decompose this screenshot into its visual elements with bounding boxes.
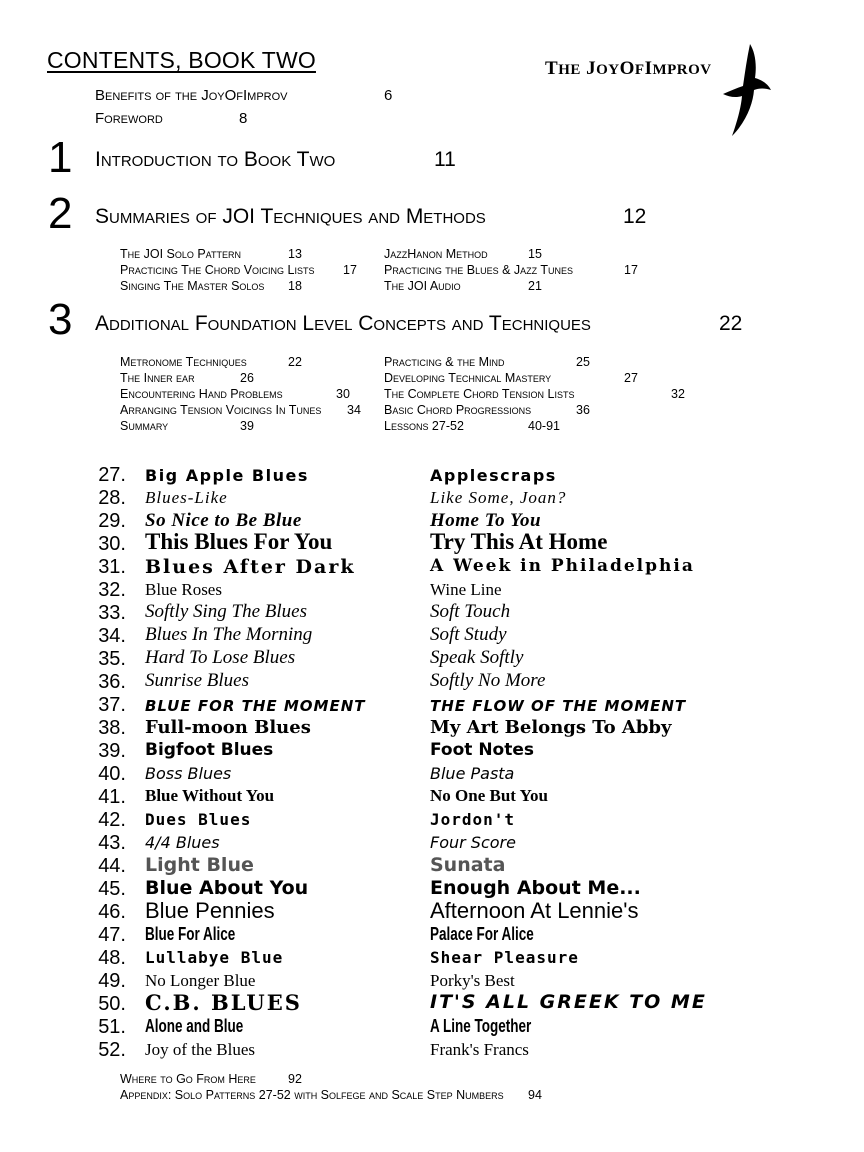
lesson-title-left[interactable]: Bigfoot Blues bbox=[145, 740, 274, 760]
lesson-title-right[interactable]: Four Score bbox=[430, 833, 516, 852]
lesson-title-right[interactable]: A Week in Philadelphia bbox=[430, 556, 695, 576]
back-matter-label[interactable]: Appendix: Solo Patterns 27-52 with Solfege and Scale Step Numbers bbox=[120, 1088, 504, 1102]
lesson-number: 40. bbox=[98, 763, 126, 785]
toc-entry-label: Foreword bbox=[95, 110, 163, 127]
lesson-title-left[interactable]: Softly Sing The Blues bbox=[145, 601, 308, 622]
lesson-title-left[interactable]: This Blues For You bbox=[145, 529, 333, 554]
lesson-number: 50. bbox=[98, 993, 126, 1015]
section-page-number: 22 bbox=[719, 312, 743, 335]
section-title-additional[interactable]: Additional Foundation Level Concepts and Techniques bbox=[95, 312, 591, 335]
subentry-page: 32 bbox=[671, 387, 685, 401]
lesson-title-right[interactable]: Home To You bbox=[430, 510, 542, 531]
lesson-title-left[interactable]: Blues After Dark bbox=[145, 556, 356, 578]
lesson-title-left[interactable]: Hard To Lose Blues bbox=[145, 647, 296, 668]
lesson-title-left[interactable]: Alone and Blue bbox=[145, 1016, 244, 1036]
lesson-number: 45. bbox=[98, 878, 126, 900]
lesson-number: 51. bbox=[98, 1016, 126, 1038]
lesson-title-right[interactable]: Wine Line bbox=[430, 580, 502, 599]
lesson-number: 29. bbox=[98, 510, 126, 532]
lesson-title-right[interactable]: Softly No More bbox=[430, 670, 546, 691]
subentry-page: 26 bbox=[240, 371, 254, 385]
brand-logo-text bbox=[545, 58, 712, 80]
section-number: 3 bbox=[48, 295, 73, 344]
subentry-page: 25 bbox=[576, 355, 590, 369]
lesson-number: 27. bbox=[98, 464, 126, 486]
lesson-number: 48. bbox=[98, 947, 126, 969]
lesson-title-right[interactable]: My Art Belongs To Abby bbox=[430, 717, 672, 738]
lesson-title-left[interactable]: Blue Roses bbox=[145, 580, 222, 599]
lesson-number: 32. bbox=[98, 579, 126, 601]
subentry-page: 15 bbox=[528, 247, 542, 261]
lesson-number: 47. bbox=[98, 924, 126, 946]
lesson-title-right[interactable]: A Line Together bbox=[430, 1016, 532, 1036]
subentry-page: 18 bbox=[288, 279, 302, 293]
subentry-label[interactable]: Developing Technical Mastery bbox=[384, 371, 552, 385]
toc-entry-benefits[interactable] bbox=[95, 87, 288, 104]
subentry-label[interactable]: The JOI Audio bbox=[384, 279, 461, 293]
lesson-number: 30. bbox=[98, 533, 126, 555]
subentry-page: 27 bbox=[624, 371, 638, 385]
lesson-number: 49. bbox=[98, 970, 126, 992]
section-title-introduction[interactable]: Introduction to Book Two bbox=[95, 148, 336, 171]
lesson-number: 42. bbox=[98, 809, 126, 831]
lesson-title-right[interactable]: Porky's Best bbox=[430, 971, 515, 990]
lesson-title-left[interactable]: C.B. BLUES bbox=[145, 990, 302, 1015]
lesson-title-left[interactable]: Full-moon Blues bbox=[145, 717, 311, 738]
lesson-number: 37. bbox=[98, 694, 126, 716]
section-page-number: 12 bbox=[623, 205, 647, 228]
lesson-title-left[interactable]: Blue Without You bbox=[145, 786, 275, 805]
lesson-title-right[interactable]: Try This At Home bbox=[430, 529, 608, 554]
back-matter-page: 94 bbox=[528, 1088, 542, 1102]
subentry-label[interactable]: Metronome Techniques bbox=[120, 355, 247, 369]
lesson-title-left[interactable]: 4/4 Blues bbox=[145, 833, 220, 852]
lesson-title-right[interactable]: IT'S ALL GREEK TO ME bbox=[430, 991, 707, 1013]
lesson-title-left[interactable]: Blue Pennies bbox=[145, 898, 275, 923]
subentry-page: 34 bbox=[347, 403, 361, 417]
lesson-number: 46. bbox=[98, 901, 126, 923]
subentry-label[interactable]: JazzHanon Method bbox=[384, 247, 488, 261]
lesson-title-left[interactable]: Lullabye Blue bbox=[145, 948, 284, 967]
subentry-label[interactable]: Encountering Hand Problems bbox=[120, 387, 283, 401]
subentry-label[interactable]: Practicing & the Mind bbox=[384, 355, 505, 369]
lesson-title-left[interactable]: Boss Blues bbox=[145, 764, 232, 783]
subentry-label[interactable]: The JOI Solo Pattern bbox=[120, 247, 242, 261]
lesson-number: 35. bbox=[98, 648, 126, 670]
toc-page-number: 6 bbox=[384, 87, 393, 104]
subentry-page: 17 bbox=[343, 263, 357, 277]
lesson-title-left[interactable]: Joy of the Blues bbox=[145, 1040, 256, 1059]
subentry-page: 39 bbox=[240, 419, 254, 433]
lesson-number: 38. bbox=[98, 717, 126, 739]
lesson-title-left[interactable]: Blues-Like bbox=[145, 488, 228, 507]
subentry-page: 22 bbox=[288, 355, 302, 369]
lesson-title-right[interactable]: Soft Study bbox=[430, 624, 507, 645]
lesson-title-right[interactable]: Like Some, Joan? bbox=[430, 488, 567, 507]
lesson-number: 34. bbox=[98, 625, 126, 647]
lesson-number: 41. bbox=[98, 786, 126, 808]
lesson-number: 36. bbox=[98, 671, 126, 693]
lesson-title-right[interactable]: Applescraps bbox=[430, 466, 557, 485]
lesson-title-right[interactable]: Palace For Alice bbox=[430, 924, 534, 944]
lesson-title-right[interactable]: Jordon't bbox=[430, 810, 516, 829]
subentry-label[interactable]: Practicing the Blues & Jazz Tunes bbox=[384, 263, 574, 277]
lesson-number: 44. bbox=[98, 855, 126, 877]
subentry-page: 17 bbox=[624, 263, 638, 277]
back-matter-label[interactable]: Where to Go From Here bbox=[120, 1072, 256, 1086]
lesson-title-left[interactable]: No Longer Blue bbox=[145, 971, 256, 990]
back-matter-page: 92 bbox=[288, 1072, 302, 1086]
subentry-label[interactable]: The Complete Chord Tension Lists bbox=[384, 387, 575, 401]
lesson-title-right[interactable]: Speak Softly bbox=[430, 647, 524, 668]
lesson-title-left[interactable]: Blue About You bbox=[145, 877, 309, 899]
lesson-title-right[interactable]: Soft Touch bbox=[430, 601, 511, 622]
subentry-page: 13 bbox=[288, 247, 302, 261]
subentry-page: 30 bbox=[336, 387, 350, 401]
lesson-number: 39. bbox=[98, 740, 126, 762]
lesson-title-right[interactable]: Blue Pasta bbox=[430, 764, 515, 783]
subentry-label[interactable]: The Inner ear bbox=[120, 371, 195, 385]
toc-entry-label: Benefits of the JoyOfImprov bbox=[95, 87, 288, 104]
lesson-title-left[interactable]: Big Apple Blues bbox=[145, 466, 309, 485]
lesson-title-right[interactable]: Frank's Francs bbox=[430, 1040, 529, 1059]
lesson-title-left[interactable]: Light Blue bbox=[145, 854, 254, 876]
subentry-label[interactable]: Arranging Tension Voicings In Tunes bbox=[120, 403, 322, 417]
lesson-title-left[interactable]: Sunrise Blues bbox=[145, 670, 249, 691]
page-title: CONTENTS, BOOK TWO bbox=[47, 47, 316, 73]
subentry-label[interactable]: Basic Chord Progressions bbox=[384, 403, 532, 417]
section-title-summaries[interactable]: Summaries of JOI Techniques and Methods bbox=[95, 205, 486, 228]
lesson-title-right[interactable]: Foot Notes bbox=[430, 740, 535, 760]
brand-word-joyofimprov: JOYOFIMPROV bbox=[586, 58, 712, 79]
subentry-label[interactable]: Singing The Master Solos bbox=[120, 279, 265, 293]
brand-word-the: THE bbox=[545, 58, 581, 79]
bird-icon bbox=[722, 42, 772, 138]
subentry-page: 21 bbox=[528, 279, 542, 293]
lesson-title-left[interactable]: Dues Blues bbox=[145, 810, 252, 829]
subentry-page: 36 bbox=[576, 403, 590, 417]
lesson-number: 43. bbox=[98, 832, 126, 854]
subentry-label[interactable]: Lessons 27-52 bbox=[384, 419, 464, 433]
lesson-title-right[interactable]: Sunata bbox=[430, 854, 506, 876]
lesson-title-left[interactable]: So Nice to Be Blue bbox=[145, 510, 302, 531]
toc-entry-foreword[interactable] bbox=[95, 110, 163, 127]
subentry-label[interactable]: Summary bbox=[120, 419, 169, 433]
lesson-number: 31. bbox=[98, 556, 126, 578]
lesson-title-right[interactable]: No One But You bbox=[430, 786, 548, 805]
lesson-number: 33. bbox=[98, 602, 126, 624]
subentry-page: 40-91 bbox=[528, 419, 560, 433]
lesson-title-left[interactable]: BLUE FOR THE MOMENT bbox=[145, 697, 366, 715]
subentry-label[interactable]: Practicing The Chord Voicing Lists bbox=[120, 263, 315, 277]
section-number: 1 bbox=[48, 133, 73, 182]
lesson-title-right[interactable]: Shear Pleasure bbox=[430, 948, 579, 967]
lesson-number: 28. bbox=[98, 487, 126, 509]
lesson-title-right[interactable]: Enough About Me... bbox=[430, 877, 641, 899]
section-number: 2 bbox=[48, 189, 73, 238]
lesson-title-right[interactable]: Afternoon At Lennie's bbox=[430, 898, 639, 923]
section-page-number: 11 bbox=[434, 148, 456, 171]
lesson-title-left[interactable]: Blues In The Morning bbox=[145, 624, 313, 645]
lesson-number: 52. bbox=[98, 1039, 126, 1061]
toc-page-number: 8 bbox=[239, 110, 248, 127]
lesson-title-right[interactable]: THE FLOW OF THE MOMENT bbox=[430, 697, 687, 715]
lesson-title-left[interactable]: Blue For Alice bbox=[145, 924, 236, 944]
